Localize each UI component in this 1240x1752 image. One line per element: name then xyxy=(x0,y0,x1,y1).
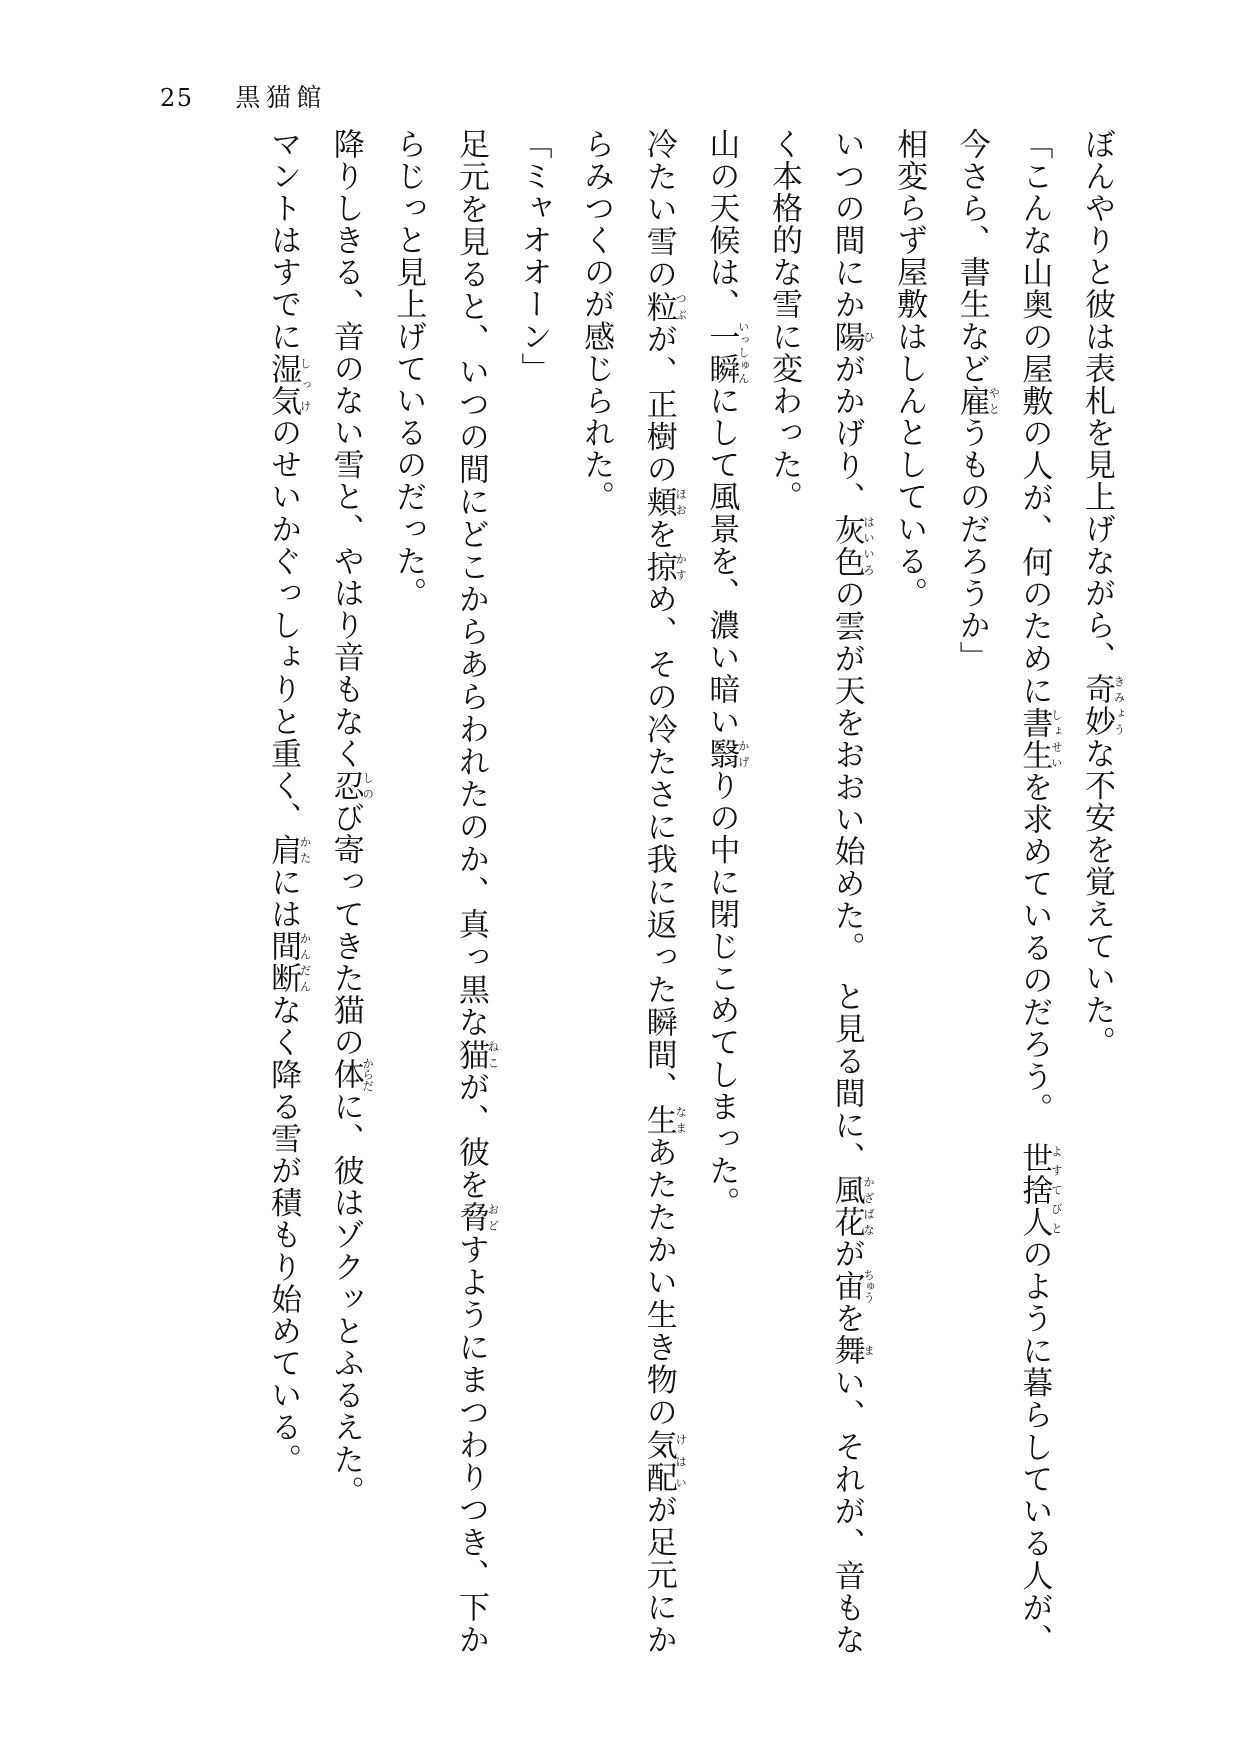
ruby-text: 忍しの xyxy=(327,769,375,802)
running-title: 黒猫館 xyxy=(235,83,327,112)
paragraph: 足元を見ると、いつの間にどこからあらわれたのか、真っ黒な猫ねこが、彼を脅おどすようにまつわりつき、下からじっと見上げているのだった。 xyxy=(390,128,500,1657)
ruby-text: 気配けはい xyxy=(640,1428,688,1494)
ruby-annotation: ほお xyxy=(674,485,688,518)
ruby-annotation: かんだん xyxy=(298,930,312,995)
ruby-text: 一瞬いっしゅん xyxy=(703,320,750,385)
ruby-annotation: かげ xyxy=(736,737,750,770)
paragraph: ぼんやりと彼は表札を見上げながら、奇妙きみょうな不安を覚えていた。 xyxy=(1079,128,1126,1059)
ruby-annotation: しの xyxy=(361,769,375,802)
ruby-annotation: かす xyxy=(674,550,688,583)
ruby-annotation: よすてびと xyxy=(1049,1141,1063,1238)
ruby-text: 脅おど xyxy=(452,1201,500,1234)
ruby-text: 雇やと xyxy=(953,384,1001,417)
ruby-text: 間断かんだん xyxy=(265,930,312,995)
ruby-text: 世捨人よすてびと xyxy=(1016,1141,1063,1239)
ruby-annotation: ねこ xyxy=(486,1038,500,1071)
paragraph: いつの間にか陽ひがかげり、灰色はいいろの雲が天をおおい始めた。 と見る間に、風花かざばなが宙ちゅうを舞まい、それが、音もなく本格的な雪に変わった。 xyxy=(765,128,876,1656)
ruby-annotation: しっけ xyxy=(298,352,312,417)
paragraph: 冷たい雪の粒つぶが、正樹の頬ほおを掠かすめ、その冷たさに我に返った瞬間、生なまあたたかい生き物の気配けはいが足元にからみつくのが感じられた。 xyxy=(578,128,688,1657)
ruby-text: 陽ひ xyxy=(828,320,876,354)
ruby-annotation: おど xyxy=(486,1201,500,1234)
paragraph: 山の天候は、一瞬いっしゅんにして風景を、濃い暗い翳かげりの中に閉じこめてしまった。 xyxy=(703,128,750,1219)
ruby-text: 翳かげ xyxy=(703,737,750,770)
ruby-text: 湿気しっけ xyxy=(265,352,312,417)
ruby-text: 肩かた xyxy=(265,833,312,866)
ruby-text: 掠かす xyxy=(640,550,688,584)
page-header xyxy=(160,78,327,114)
ruby-annotation: つぶ xyxy=(674,290,688,323)
ruby-annotation: ま xyxy=(862,1334,876,1367)
ruby-text: 灰色はいいろ xyxy=(828,513,876,579)
body-text-area xyxy=(118,128,1128,1656)
ruby-text: 風花かざばな xyxy=(828,1173,876,1238)
ruby-annotation: かた xyxy=(298,833,312,866)
ruby-annotation: ちゅう xyxy=(862,1269,876,1304)
ruby-text: 猫ねこ xyxy=(452,1038,500,1072)
ruby-annotation: しょせい xyxy=(1049,706,1063,772)
page-number: 25 xyxy=(160,84,194,112)
ruby-annotation: やと xyxy=(987,384,1001,417)
ruby-annotation: いっしゅん xyxy=(736,320,750,385)
vertical-text-block xyxy=(118,128,1128,1656)
paragraph: マントはすでに湿気しっけのせいかぐっしょりと重く、肩かたには間断かんだんなく降る雪が積もり始めている。 xyxy=(265,128,312,1476)
ruby-text: 生なま xyxy=(640,1103,688,1137)
ruby-text: 粒つぶ xyxy=(640,290,688,324)
ruby-annotation: はいいろ xyxy=(862,513,876,579)
ruby-text: 書生しょせい xyxy=(1016,706,1063,772)
ruby-annotation: かざばな xyxy=(862,1173,876,1238)
paragraph: 相変らず屋敷はしんとしている。 xyxy=(891,128,928,610)
ruby-text: 舞ま xyxy=(828,1334,876,1367)
ruby-annotation: きみょう xyxy=(1112,673,1126,738)
ruby-text: 奇妙きみょう xyxy=(1079,673,1126,738)
ruby-annotation: からだ xyxy=(361,1057,375,1092)
ruby-text: 体からだ xyxy=(327,1057,375,1092)
ruby-annotation: けはい xyxy=(674,1428,688,1494)
ruby-text: 頬ほお xyxy=(640,485,688,519)
paragraph: 「こんな山奥の屋敷の人が、何のために書生しょせいを求めているのだろう。 世捨人よすてびとのように暮らしている人が、今さら、書生など雇やとうものだろうか」 xyxy=(953,128,1063,1657)
paragraph: 「ミャオオーン」 xyxy=(515,128,552,385)
paragraph: 降りしきる、音のない雪と、やはり音もなく忍しのび寄ってきた猫の体からだに、彼はゾクッとふるえた。 xyxy=(327,128,375,1508)
ruby-text: 宙ちゅう xyxy=(828,1269,876,1304)
ruby-annotation: ひ xyxy=(862,320,876,354)
ruby-annotation: なま xyxy=(674,1103,688,1136)
